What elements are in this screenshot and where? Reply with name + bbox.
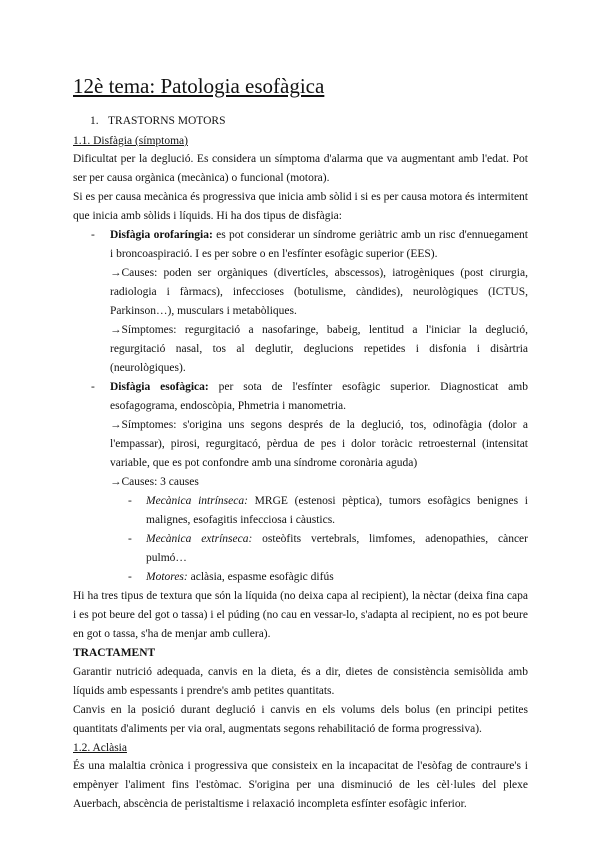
paragraph-treatment-nutrition: Garantir nutrició adequada, canvis en la dieta, és a dir, dietes de consistència semisòlida amb líquids amb espessants i prendre's amb petites quantitats. bbox=[73, 666, 528, 697]
treatment-heading: TRACTAMENT bbox=[73, 647, 156, 659]
list-bullet: - bbox=[128, 533, 132, 545]
section-label: TRASTORNS MOTORS bbox=[108, 115, 226, 127]
list-item-orofaringia bbox=[73, 226, 528, 264]
section-number: 1. bbox=[90, 115, 99, 127]
page-title: 12è tema: Patologia esofàgica bbox=[73, 74, 325, 98]
esofagica-symptoms: →Símptomes: s'origina uns segons després de la deglució, tos, odinofàgia (dolor a l'empassar), pirosi, regurgitacó, pèrdua de pes i dolor toràcic retroesternal (intensitat variable, que es pot confondre amb una síndrome coronària aguda) bbox=[110, 419, 528, 469]
paragraph-definition: Dificultat per la deglució. Es considera un símptoma d'alarma que va augmentant amb l'edat. Pot ser per causa orgànica (mecànica) o funcional (motora). bbox=[73, 153, 528, 184]
cause-item bbox=[73, 568, 528, 587]
list-bullet: - bbox=[128, 571, 132, 583]
paragraph-treatment-position: Canvis en la posició durant deglució i canvis en els volums dels bolus (en principi petites quantitats d'aliments per via oral, augmentats segons rehabilitació de forma progressiva). bbox=[73, 704, 528, 735]
term-orofaringia: Disfàgia orofaríngia: bbox=[110, 229, 213, 241]
paragraph-aclasia: És una malaltia crònica i progressiva que consisteix en la incapacitat de l'esòfag de contraure's i empènyer l'aliment fins l'estòmac. S'origina per una disminució de les cèl·lules del plexe Auerbach, abscència de peristaltisme i relaxació incompleta esfínter esofàgic inferior. bbox=[73, 760, 528, 810]
subsection-heading-disfagia: 1.1. Disfàgia (símptoma) bbox=[73, 135, 188, 147]
cause-text: osteòfits vertebrals, limfomes, adenopathies, càncer pulmó… bbox=[146, 533, 528, 564]
list-bullet: - bbox=[128, 495, 132, 507]
cause-label: Motores: bbox=[146, 571, 188, 583]
paragraph-types: Si es per causa mecànica és progressiva que inicia amb sòlid i si es per causa motora és intermitent que inicia amb sòlids i líquids. Hi ha dos tipus de disfàgia: bbox=[73, 191, 528, 222]
orofaringia-symptoms: →Símptomes: regurgitació a nasofaringe, babeig, lentitud a l'iniciar la deglució, regurgitació nasal, tos al deglutir, deglucions repetides i disfonia i disàrtria (neurològiques). bbox=[110, 324, 528, 374]
cause-item bbox=[73, 492, 528, 530]
subsection-heading-aclasia: 1.2. Aclàsia bbox=[73, 742, 127, 754]
cause-text: MRGE (estenosi pèptica), tumors esofàgics benignes i malignes, esofagitis infecciosa i càustics. bbox=[146, 495, 528, 526]
section-heading-1 bbox=[90, 112, 528, 130]
cause-item bbox=[73, 530, 528, 568]
esofagica-text: per sota de l'esfínter esofàgic superior. Diagnosticat amb esofagograma, endoscòpia, Phmetria i manometria. bbox=[110, 381, 528, 412]
esofagica-causes-heading: →Causes: 3 causes bbox=[110, 476, 199, 488]
cause-text: aclàsia, espasme esofàgic difús bbox=[187, 571, 334, 583]
list-bullet: - bbox=[91, 229, 95, 241]
cause-label: Mecànica extrínseca: bbox=[146, 533, 253, 545]
paragraph-textures: Hi ha tres tipus de textura que són la líquida (no deixa capa al recipient), la nèctar (deixa fina capa i es pot beure del got o tassa) i el púding (no cau en vessar-lo, s'adapta al recipient, no es pot beure en got o tassa, s'ha de menjar amb cullera). bbox=[73, 590, 528, 640]
orofaringia-text: es pot considerar un síndrome geriàtric amb un risc d'ennuegament i broncoaspiració. I es per sobre o en l'esfínter esofàgic superior (EES). bbox=[110, 229, 528, 260]
orofaringia-causes: →Causes: poden ser orgàniques (divertícles, abscessos), iatrogèniques (post cirurgia, radiologia i fàrmacs), infeccioses (botulisme, càndides), neurològiques (ICTUS, Parkinson…), musculars i metabòliques. bbox=[110, 267, 528, 317]
list-bullet: - bbox=[91, 381, 95, 393]
document-page bbox=[73, 72, 528, 814]
cause-label: Mecànica intrínseca: bbox=[146, 495, 248, 507]
term-esofagica: Disfàgia esofàgica: bbox=[110, 381, 209, 393]
list-item-esofagica bbox=[73, 378, 528, 416]
